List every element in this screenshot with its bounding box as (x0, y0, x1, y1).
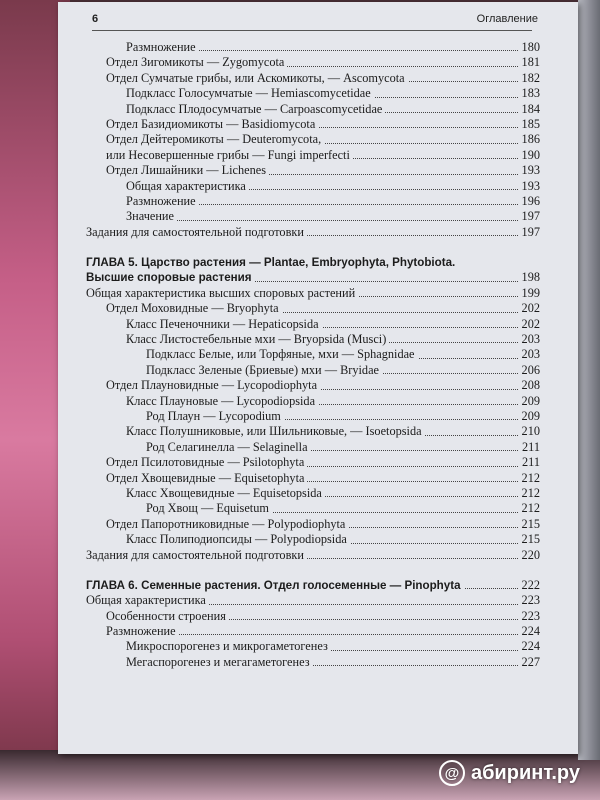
toc-entry (86, 455, 540, 470)
entry-title: Микроспорогенез и микрогаметогенез (126, 639, 331, 653)
toc-entry (86, 347, 540, 362)
page-ref: 197 (521, 224, 540, 239)
labirint-logo-icon: @ (439, 760, 465, 786)
toc-entry (86, 593, 540, 608)
toc-entry (86, 209, 540, 224)
toc-entry (86, 424, 540, 439)
page-ref: 210 (521, 424, 540, 439)
toc-entry (86, 317, 540, 332)
page-ref: 181 (521, 55, 540, 70)
entry-title: Класс Полиподиопсиды — Polypodiopsida (126, 532, 350, 546)
page-ref: 215 (521, 516, 540, 531)
entry-title: Общая характеристика (126, 179, 249, 193)
entry-title: Подкласс Плодосумчатые — Carpoascomycetidae (126, 102, 385, 116)
watermark-text: абиринт.ру (470, 761, 580, 784)
page-ref: 193 (521, 178, 540, 193)
entry-title: Род Плаун — Lycopodium (146, 409, 284, 423)
toc-entry (86, 501, 540, 516)
site-watermark (439, 760, 580, 786)
entry-title: Задания для самостоятельной подготовки (86, 548, 307, 562)
toc-entry (86, 517, 540, 532)
entry-title: или Несовершенные грибы — Fungi imperfecti (106, 148, 353, 162)
page-ref: 184 (521, 101, 540, 116)
entry-title: Отдел Сумчатые грибы, или Аскомикоты, — Ascomycota (106, 71, 408, 85)
page-ref: 212 (521, 485, 540, 500)
toc-entry (86, 471, 540, 486)
toc-entry (86, 102, 540, 117)
chapter-title: ГЛАВА 5. Царство растения — Plantae, Embryophyta, Phytobiota. (86, 255, 540, 270)
chapter6-items (86, 593, 540, 670)
toc-entry (86, 332, 540, 347)
page-ref: 203 (521, 332, 540, 347)
page-ref: 190 (521, 147, 540, 162)
page-ref: 211 (522, 455, 540, 470)
toc-entry (86, 548, 540, 563)
entry-title: Размножение (126, 40, 199, 54)
toc-part1 (86, 40, 540, 240)
chapter-subtitle: Высшие споровые растения 198 (86, 270, 540, 285)
page-ref: 211 (522, 439, 540, 454)
page-ref: 223 (521, 608, 540, 623)
toc-entry (86, 486, 540, 501)
page-ref: 197 (521, 209, 540, 224)
page-ref: 224 (521, 639, 540, 654)
toc-entry (86, 40, 540, 55)
entry-title: Отдел Моховидные — Bryophyta (106, 301, 282, 315)
toc-entry (86, 163, 540, 178)
page-header (92, 12, 538, 31)
entry-title: Род Селагинелла — Selaginella (146, 440, 311, 454)
entry-title: Подкласс Голосумчатые — Hemiascomycetidae (126, 86, 374, 100)
entry-title: Отдел Псилотовидные — Psilotophyta (106, 455, 307, 469)
entry-title: Отдел Лишайники — Lichenes (106, 163, 269, 177)
entry-title: Задания для самостоятельной подготовки (86, 225, 307, 239)
entry-title: Значение (126, 209, 177, 223)
page-edge (578, 0, 600, 760)
toc-entry (86, 624, 540, 639)
entry-title: Отдел Плауновидные — Lycopodiophyta (106, 378, 320, 392)
entry-title: Мегаспорогенез и мегагаметогенез (126, 655, 313, 669)
toc-entry (86, 225, 540, 240)
entry-title: Особенности строения (106, 609, 229, 623)
page-ref: 220 (521, 547, 540, 562)
page-ref: 202 (521, 301, 540, 316)
toc-entry (86, 71, 540, 86)
toc-entry (86, 378, 540, 393)
entry-title: Отдел Папоротниковидные — Polypodiophyta (106, 517, 348, 531)
entry-title: Отдел Хвощевидные — Equisetophyta (106, 471, 307, 485)
page-ref: 199 (521, 285, 540, 300)
toc-entry (86, 655, 540, 670)
page-ref: 222 (521, 577, 540, 592)
page-number: 6 (92, 13, 99, 25)
toc-entry (86, 639, 540, 654)
page-ref: 198 (521, 270, 540, 285)
entry-title: Общая характеристика высших споровых растений (86, 286, 358, 300)
toc-entry (86, 286, 540, 301)
page-ref: 212 (521, 501, 540, 516)
toc-entry (86, 440, 540, 455)
page-ref: 209 (521, 393, 540, 408)
page-ref: 185 (521, 116, 540, 131)
page-ref: 202 (521, 316, 540, 331)
chapter5-items (86, 286, 540, 563)
entry-title: Размножение (106, 624, 179, 638)
entry-title: Отдел Базидиомикоты — Basidiomycota (106, 117, 318, 131)
page-ref: 212 (521, 470, 540, 485)
entry-title: Класс Печеночники — Hepaticopsida (126, 317, 322, 331)
page-ref: 183 (521, 86, 540, 101)
toc-entry (86, 609, 540, 624)
entry-title: Подкласс Белые, или Торфяные, мхи — Sphagnidae (146, 347, 418, 361)
toc-entry (86, 394, 540, 409)
entry-title: Отдел Дейтеромикоты — Deuteromycota, (106, 132, 324, 146)
page-ref: 224 (521, 624, 540, 639)
toc-entry (86, 55, 540, 70)
entry-title: Род Хвощ — Equisetum (146, 501, 272, 515)
page-ref: 186 (521, 132, 540, 147)
toc-entry (86, 409, 540, 424)
entry-title: Размножение (126, 194, 199, 208)
page-ref: 196 (521, 193, 540, 208)
page-ref: 223 (521, 593, 540, 608)
toc-entry (86, 363, 540, 378)
chapter5 (86, 255, 540, 563)
entry-title: Подкласс Зеленые (Бриевые) мхи — Bryidae (146, 363, 382, 377)
page-ref: 193 (521, 163, 540, 178)
page-ref: 180 (521, 40, 540, 54)
entry-title: Класс Плауновые — Lycopodiopsida (126, 394, 318, 408)
chapter-title: ГЛАВА 6. Семенные растения. Отдел голосеменные — Pinophyta 222 (86, 577, 540, 592)
entry-title: Класс Полушниковые, или Шильниковые, — Isoetopsida (126, 424, 425, 438)
page-ref: 208 (521, 378, 540, 393)
page-ref: 203 (521, 347, 540, 362)
toc-entry (86, 532, 540, 547)
page-ref: 209 (521, 408, 540, 423)
toc-entry (86, 132, 540, 147)
toc-entry (86, 194, 540, 209)
table-of-contents (86, 40, 540, 670)
toc-entry (86, 117, 540, 132)
section-title: Оглавление (476, 13, 538, 25)
toc-entry (86, 86, 540, 101)
page-ref: 227 (521, 654, 540, 669)
entry-title: Общая характеристика (86, 593, 209, 607)
page-ref: 206 (521, 362, 540, 377)
page-ref: 182 (521, 70, 540, 85)
toc-entry (86, 148, 540, 163)
page-ref: 215 (521, 532, 540, 547)
entry-title: Класс Листостебельные мхи — Bryopsida (Musci) (126, 332, 389, 346)
entry-title: Класс Хвощевидные — Equisetopsida (126, 486, 325, 500)
chapter6 (86, 578, 540, 670)
toc-entry (86, 179, 540, 194)
toc-entry (86, 301, 540, 316)
entry-title: Отдел Зигомикоты — Zygomycota (106, 55, 287, 69)
